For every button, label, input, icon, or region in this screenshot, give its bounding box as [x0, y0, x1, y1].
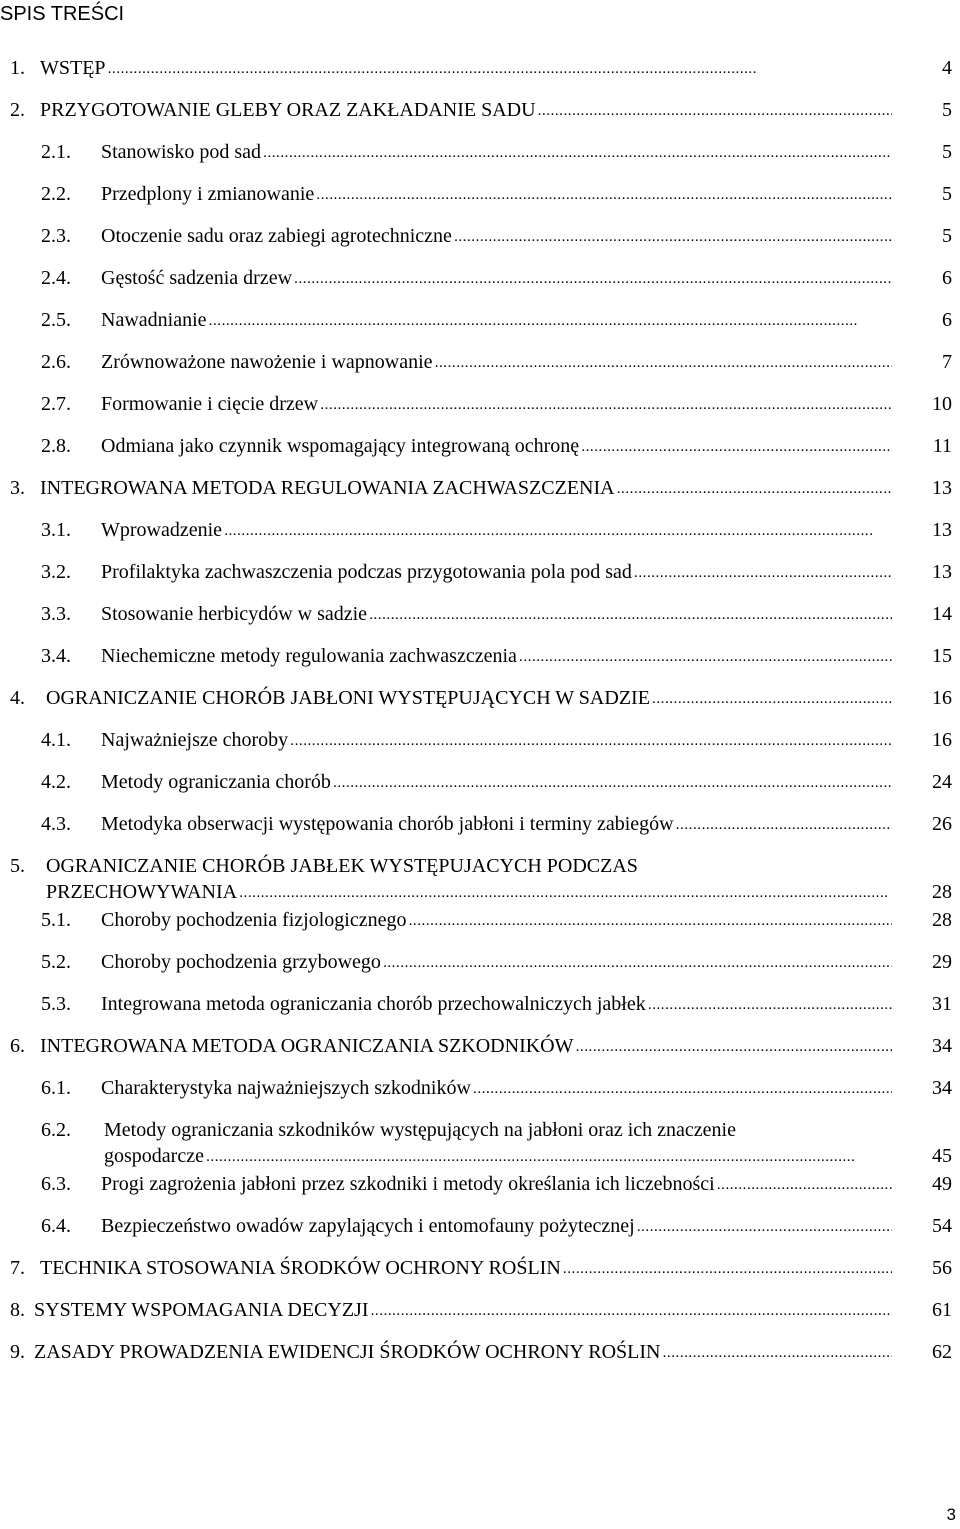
toc-entry-title: PRZYGOTOWANIE GLEBY ORAZ ZAKŁADANIE SADU . . . [40, 97, 892, 124]
toc-entry-number: 4. [10, 687, 25, 709]
toc-entry-2-6[interactable] [0, 349, 960, 375]
toc-entry-page: 5 [942, 225, 952, 247]
toc-entry-page: 15 [932, 645, 952, 667]
toc-entry-2-5[interactable] [0, 307, 960, 333]
toc-entry-3-2[interactable] [0, 559, 960, 585]
toc-entry-title: Formowanie i cięcie drzew . . . [101, 391, 892, 418]
toc-entry-number: 4.2. [41, 771, 71, 793]
toc-entry-title: Najważniejsze choroby . . . [101, 727, 892, 754]
toc-entry-title: Metodyka obserwacji występowania chorób jabłoni i terminy zabiegów . . . [101, 811, 892, 838]
toc-entry-6[interactable] [0, 1033, 960, 1059]
toc-entry-1[interactable] [0, 55, 960, 81]
toc-entry-page: 6 [942, 267, 952, 289]
toc-entry-title: Odmiana jako czynnik wspomagający integrowaną ochronę . . . [101, 433, 892, 460]
toc-entry-5[interactable] [0, 853, 960, 909]
toc-entry-number: 5.3. [41, 993, 71, 1015]
toc-entry-number: 2.1. [41, 141, 71, 163]
toc-entry-page: 56 [932, 1257, 952, 1279]
toc-entry-page: 26 [932, 813, 952, 835]
toc-entry-page: 49 [932, 1173, 952, 1195]
toc-entry-page: 7 [942, 351, 952, 373]
toc-entry-5-3[interactable] [0, 991, 960, 1017]
toc-entry-4-1[interactable] [0, 727, 960, 753]
toc-entry-page: 28 [932, 909, 952, 931]
toc-entry-title: Integrowana metoda ograniczania chorób przechowalniczych jabłek . . . [101, 991, 892, 1018]
toc-entry-title: ZASADY PROWADZENIA EWIDENCJI ŚRODKÓW OCHRONY ROŚLIN . . . [34, 1339, 892, 1366]
toc-entry-page: 5 [942, 183, 952, 205]
toc-entry-title: INTEGROWANA METODA REGULOWANIA ZACHWASZCZENIA . . . [40, 475, 892, 502]
toc-entry-number: 2.4. [41, 267, 71, 289]
toc-entry-title: Gęstość sadzenia drzew . . . [101, 265, 892, 292]
toc-entry-4[interactable] [0, 685, 960, 711]
toc-entry-number: 5.2. [41, 951, 71, 973]
toc-entry-number: 2.7. [41, 393, 71, 415]
toc-entry-page: 13 [932, 519, 952, 541]
toc-entry-number: 4.3. [41, 813, 71, 835]
toc-entry-6-1[interactable] [0, 1075, 960, 1101]
toc-entry-number: 3.2. [41, 561, 71, 583]
toc-entry-2[interactable] [0, 97, 960, 123]
toc-entry-page: 62 [932, 1341, 952, 1363]
toc-entry-page: 13 [932, 477, 952, 499]
toc-entry-2-3[interactable] [0, 223, 960, 249]
toc-entry-2-8[interactable] [0, 433, 960, 459]
toc-entry-page: 54 [932, 1215, 952, 1237]
toc-entry-number: 2.5. [41, 309, 71, 331]
toc-entry-3-1[interactable] [0, 517, 960, 543]
toc-entry-number: 3.1. [41, 519, 71, 541]
toc-entry-3[interactable] [0, 475, 960, 501]
toc-entry-7[interactable] [0, 1255, 960, 1281]
toc-entry-title: Stanowisko pod sad . . . [101, 139, 892, 166]
toc-entry-title: Bezpieczeństwo owadów zapylających i entomofauny pożytecznej . . . [101, 1213, 892, 1240]
toc-entry-page: 5 [942, 99, 952, 121]
toc-entry-2-2[interactable] [0, 181, 960, 207]
toc-entry-page: 31 [932, 993, 952, 1015]
toc-entry-title: INTEGROWANA METODA OGRANICZANIA SZKODNIKÓW . . . [40, 1033, 892, 1060]
toc-entry-number: 4.1. [41, 729, 71, 751]
toc-entry-page: 14 [932, 603, 952, 625]
toc-entry-2-7[interactable] [0, 391, 960, 417]
toc-entry-title: PRZECHOWYWANIA . . . [46, 879, 892, 906]
toc-entry-title: Przedplony i zmianowanie . . . [101, 181, 892, 208]
toc-entry-number: 2. [10, 99, 25, 121]
toc-entry-title: Stosowanie herbicydów w sadzie . . . [101, 601, 892, 628]
page-number: 3 [946, 1505, 956, 1524]
toc-entry-page: 4 [942, 57, 952, 79]
toc-entry-page: 10 [932, 393, 952, 415]
toc-entry-page: 28 [932, 881, 952, 903]
toc-entry-2-4[interactable] [0, 265, 960, 291]
toc-entry-number: 7. [10, 1257, 25, 1279]
toc-entry-page: 34 [932, 1077, 952, 1099]
toc-entry-6-3[interactable] [0, 1171, 960, 1197]
toc-entry-page: 13 [932, 561, 952, 583]
toc-entry-page: 5 [942, 141, 952, 163]
toc-entry-title: Zrównoważone nawożenie i wapnowanie . . . [101, 349, 892, 376]
toc-entry-title: Progi zagrożenia jabłoni przez szkodniki i metody określania ich liczebności . . . [101, 1171, 892, 1198]
toc-entry-number: 1. [10, 57, 25, 79]
toc-entry-number: 3.3. [41, 603, 71, 625]
toc-entry-number: 3.4. [41, 645, 71, 667]
toc-entry-title: Niechemiczne metody regulowania zachwaszczenia . . . [101, 643, 892, 670]
toc-entry-page: 16 [932, 687, 952, 709]
toc-entry-number: 8. [10, 1299, 25, 1321]
toc-entry-page: 16 [932, 729, 952, 751]
toc-entry-title: Metody ograniczania chorób . . . [101, 769, 892, 796]
toc-entry-number: 2.2. [41, 183, 71, 205]
toc-entry-5-1[interactable] [0, 907, 960, 933]
toc-entry-number: 6. [10, 1035, 25, 1057]
toc-entry-9[interactable] [0, 1339, 960, 1365]
toc-entry-number: 6.3. [41, 1173, 71, 1195]
toc-entry-page: 24 [932, 771, 952, 793]
toc-entry-title: Choroby pochodzenia grzybowego . . . [101, 949, 892, 976]
toc-entry-title: Nawadnianie . . . [101, 307, 892, 334]
toc-entry-number: 5. [10, 855, 25, 877]
toc-entry-number: 2.8. [41, 435, 71, 457]
toc-entry-3-3[interactable] [0, 601, 960, 627]
toc-entry-title: Profilaktyka zachwaszczenia podczas przygotowania pola pod sad . . . [101, 559, 892, 586]
toc-entry-number: 9. [10, 1341, 25, 1363]
toc-entry-title: SYSTEMY WSPOMAGANIA DECYZJI . . . [34, 1297, 892, 1324]
toc-entry-number: 2.3. [41, 225, 71, 247]
toc-entry-title: Charakterystyka najważniejszych szkodników . . . [101, 1075, 892, 1102]
toc-entry-title: OGRANICZANIE CHORÓB JABŁONI WYSTĘPUJĄCYCH W SADZIE . . . [46, 685, 892, 712]
toc-entry-2-1[interactable] [0, 139, 960, 165]
toc-entry-title: Choroby pochodzenia fizjologicznego . . . [101, 907, 892, 934]
toc-entry-number: 6.1. [41, 1077, 71, 1099]
toc-entry-5-2[interactable] [0, 949, 960, 975]
toc-entry-8[interactable] [0, 1297, 960, 1323]
toc-entry-page: 6 [942, 309, 952, 331]
toc-entry-number: 5.1. [41, 909, 71, 931]
toc-entry-title: WSTĘP . . . [40, 55, 892, 82]
toc-entry-title: Wprowadzenie . . . [101, 517, 892, 544]
toc-entry-4-2[interactable] [0, 769, 960, 795]
toc-entry-page: 11 [932, 435, 952, 457]
toc-entry-page: 29 [932, 951, 952, 973]
toc-entry-4-3[interactable] [0, 811, 960, 837]
toc-entry-number: 6.4. [41, 1215, 71, 1237]
toc-entry-number: 6.2. [41, 1119, 71, 1141]
toc-entry-title: gospodarcze . . . [104, 1143, 892, 1170]
toc-entry-6-4[interactable] [0, 1213, 960, 1239]
toc-entry-title: Otoczenie sadu oraz zabiegi agrotechniczne . . . [101, 223, 892, 250]
toc-entry-6-2[interactable] [0, 1117, 960, 1173]
toc-entry-title-line1: Metody ograniczania szkodników występujących na jabłoni oraz ich znaczenie [104, 1119, 736, 1141]
toc-entry-number: 2.6. [41, 351, 71, 373]
toc-entry-title: TECHNIKA STOSOWANIA ŚRODKÓW OCHRONY ROŚLIN . . . [40, 1255, 892, 1282]
toc-entry-page: 45 [932, 1145, 952, 1167]
toc-entry-3-4[interactable] [0, 643, 960, 669]
toc-entry-page: 61 [932, 1299, 952, 1321]
toc-entry-title-line1: OGRANICZANIE CHORÓB JABŁEK WYSTĘPUJACYCH PODCZAS [46, 855, 638, 877]
toc-heading: SPIS TREŚCI [0, 3, 125, 25]
toc-entry-page: 34 [932, 1035, 952, 1057]
toc-entry-number: 3. [10, 477, 25, 499]
